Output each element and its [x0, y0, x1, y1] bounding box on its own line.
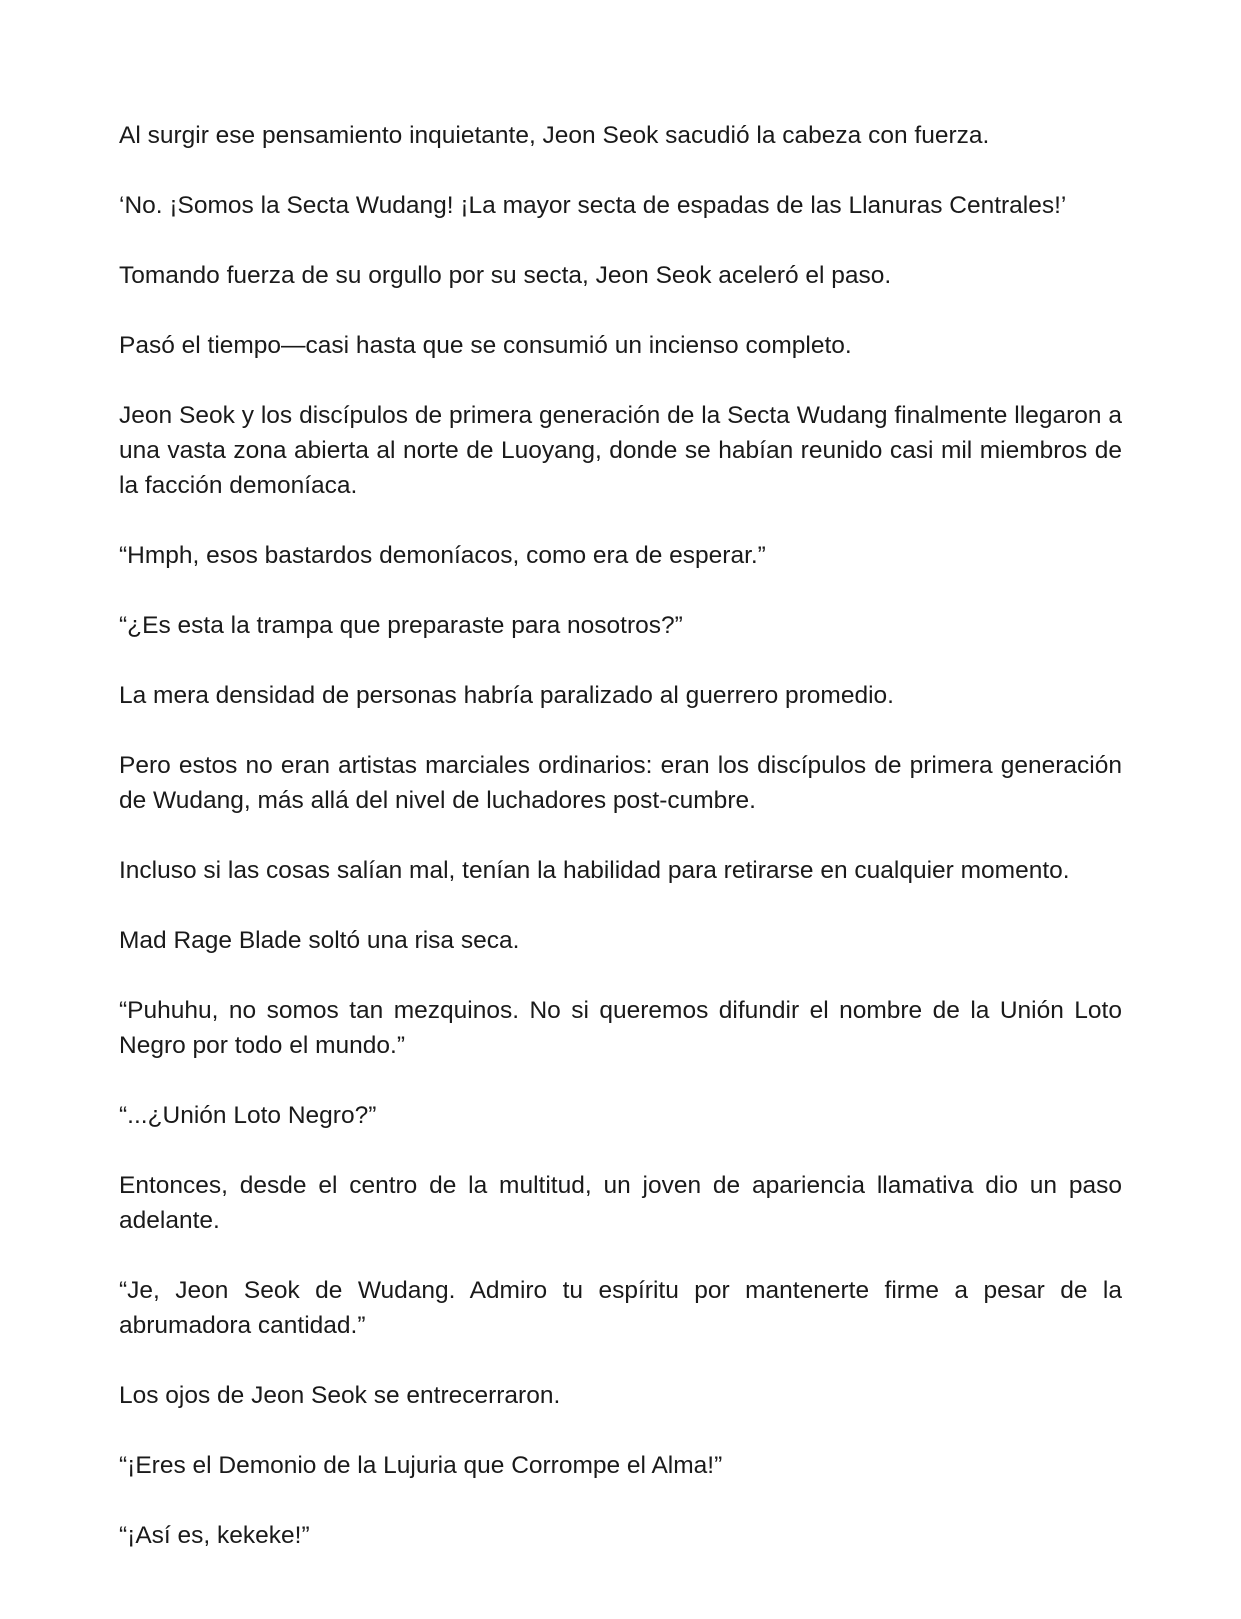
paragraph: Al surgir ese pensamiento inquietante, Jeon Seok sacudió la cabeza con fuerza.	[119, 122, 990, 149]
paragraph: “¿Es esta la trampa que preparaste para nosotros?”	[119, 612, 683, 639]
paragraph: “Puhuhu, no somos tan mezquinos. No si queremos difundir el nombre de la Unión Loto Negro por todo el mundo.”	[119, 997, 1122, 1059]
paragraph: ‘No. ¡Somos la Secta Wudang! ¡La mayor secta de espadas de las Llanuras Centrales!’	[119, 192, 1067, 219]
paragraph: Incluso si las cosas salían mal, tenían la habilidad para retirarse en cualquier momento.	[119, 857, 1070, 884]
paragraph: Mad Rage Blade soltó una risa seca.	[119, 927, 520, 954]
text-body	[119, 118, 1122, 1588]
paragraph: Entonces, desde el centro de la multitud, un joven de apariencia llamativa dio un paso adelante.	[119, 1172, 1122, 1234]
paragraph: Pero estos no eran artistas marciales ordinarios: eran los discípulos de primera generación de Wudang, más allá del nivel de luchadores post-cumbre.	[119, 752, 1122, 814]
paragraph: Tomando fuerza de su orgullo por su secta, Jeon Seok aceleró el paso.	[119, 262, 892, 289]
paragraph: Jeon Seok y los discípulos de primera generación de la Secta Wudang finalmente llegaron a una vasta zona abierta al norte de Luoyang, donde se habían reunido casi mil miembros de la facción demoníaca.	[119, 402, 1122, 499]
paragraph: “Hmph, esos bastardos demoníacos, como era de esperar.”	[119, 542, 766, 569]
paragraph: “¡Así es, kekeke!”	[119, 1522, 310, 1549]
paragraph: “...¿Unión Loto Negro?”	[119, 1102, 377, 1129]
paragraph: Pasó el tiempo—casi hasta que se consumió un incienso completo.	[119, 332, 852, 359]
paragraph: Los ojos de Jeon Seok se entrecerraron.	[119, 1382, 561, 1409]
paragraph: La mera densidad de personas habría paralizado al guerrero promedio.	[119, 682, 894, 709]
paragraph: “¡Eres el Demonio de la Lujuria que Corrompe el Alma!”	[119, 1452, 723, 1479]
paragraph: “Je, Jeon Seok de Wudang. Admiro tu espíritu por mantenerte firme a pesar de la abrumadora cantidad.”	[119, 1277, 1122, 1339]
